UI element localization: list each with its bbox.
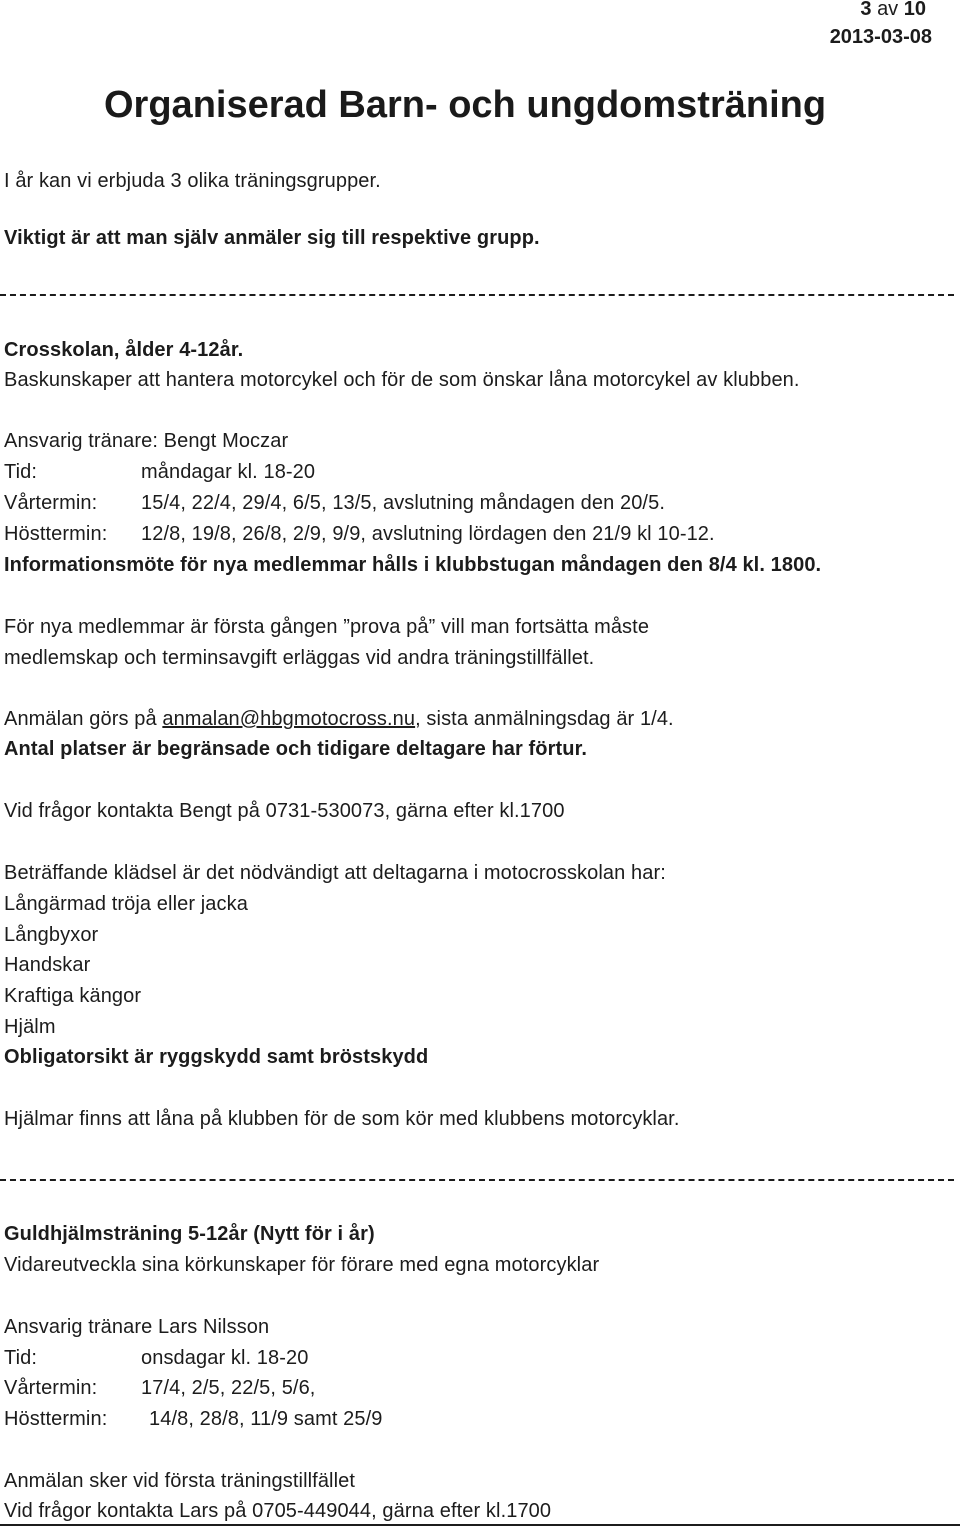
section-divider xyxy=(0,294,954,296)
crosskolan-info-meeting: Informationsmöte för nya medlemmar hålls i klubbstugan måndagen den 8/4 kl. 1800. xyxy=(4,554,822,576)
crosskolan-mandatory: Obligatorsikt är ryggskydd samt bröstskydd xyxy=(4,1046,429,1068)
crosskolan-autumn xyxy=(4,522,715,546)
section-divider xyxy=(0,1179,954,1181)
time-label: Tid: xyxy=(4,1347,37,1369)
crosskolan-helmets: Hjälmar finns att låna på klubben för de som kör med klubbens motorcyklar. xyxy=(4,1108,680,1130)
autumn-value: 14/8, 28/8, 11/9 samt 25/9 xyxy=(149,1408,383,1430)
time-value: måndagar kl. 18-20 xyxy=(141,461,316,483)
guldhjalm-heading: Guldhjälmsträning 5-12år (Nytt för i år) xyxy=(4,1223,375,1245)
guldhjalm-contact: Vid frågor kontakta Lars på 0705-449044, gärna efter kl.1700 xyxy=(4,1500,552,1522)
crosskolan-new-members-1: För nya medlemmar är första gången ”prova på” vill man fortsätta måste xyxy=(4,616,650,638)
crosskolan-new-members-2: medlemskap och terminsavgift erläggas vid andra träningstillfället. xyxy=(4,647,595,669)
spring-value: 17/4, 2/5, 22/5, 5/6, xyxy=(141,1377,316,1399)
page-title: Organiserad Barn- och ungdomsträning xyxy=(104,84,827,126)
footer-rule xyxy=(0,1524,960,1526)
document-date: 2013-03-08 xyxy=(829,26,932,48)
guldhjalm-spring xyxy=(4,1376,315,1400)
clothing-item: Kraftiga kängor xyxy=(4,985,142,1007)
guldhjalm-autumn xyxy=(4,1407,383,1431)
spring-label: Vårtermin: xyxy=(4,492,98,514)
crosskolan-trainer: Ansvarig tränare: Bengt Moczar xyxy=(4,430,289,452)
crosskolan-signup: Anmälan görs på anmalan@hbgmotocross.nu, sista anmälningsdag är 1/4. xyxy=(4,708,674,730)
guldhjalm-trainer: Ansvarig tränare Lars Nilsson xyxy=(4,1316,270,1338)
clothing-item: Handskar xyxy=(4,954,91,976)
autumn-value: 12/8, 19/8, 26/8, 2/9, 9/9, avslutning lördagen den 21/9 kl 10-12. xyxy=(141,523,715,545)
crosskolan-time xyxy=(4,460,315,484)
autumn-label: Hösttermin: xyxy=(4,1408,108,1430)
crosskolan-contact: Vid frågor kontakta Bengt på 0731-530073, gärna efter kl.1700 xyxy=(4,800,565,822)
autumn-label: Hösttermin: xyxy=(4,523,108,545)
crosskolan-spring xyxy=(4,491,665,515)
spring-label: Vårtermin: xyxy=(4,1377,98,1399)
crosskolan-heading: Crosskolan, ålder 4-12år. xyxy=(4,339,244,361)
crosskolan-clothing-intro: Beträffande klädsel är det nödvändigt att deltagarna i motocrosskolan har: xyxy=(4,862,666,884)
clothing-item: Långbyxor xyxy=(4,924,99,946)
clothing-item: Långärmad tröja eller jacka xyxy=(4,893,248,915)
spring-value: 15/4, 22/4, 29/4, 6/5, 13/5, avslutning måndagen den 20/5. xyxy=(141,492,665,514)
guldhjalm-description: Vidareutveckla sina körkunskaper för förare med egna motorcyklar xyxy=(4,1254,600,1276)
intro-notice: Viktigt är att man själv anmäler sig till respektive grupp. xyxy=(4,227,540,249)
clothing-item: Hjälm xyxy=(4,1016,56,1038)
guldhjalm-signup: Anmälan sker vid första träningstillfället xyxy=(4,1470,356,1492)
time-label: Tid: xyxy=(4,461,37,483)
intro-line: I år kan vi erbjuda 3 olika träningsgrupper. xyxy=(4,170,381,192)
time-value: onsdagar kl. 18-20 xyxy=(141,1347,309,1369)
guldhjalm-time xyxy=(4,1346,308,1370)
signup-email-link[interactable]: anmalan@hbgmotocross.nu xyxy=(162,708,416,730)
crosskolan-limited-notice: Antal platser är begränsade och tidigare deltagare har förtur. xyxy=(4,738,588,760)
crosskolan-description: Baskunskaper att hantera motorcykel och för de som önskar låna motorcykel av klubben. xyxy=(4,369,800,391)
page-number: 3 av 10 xyxy=(860,0,926,20)
